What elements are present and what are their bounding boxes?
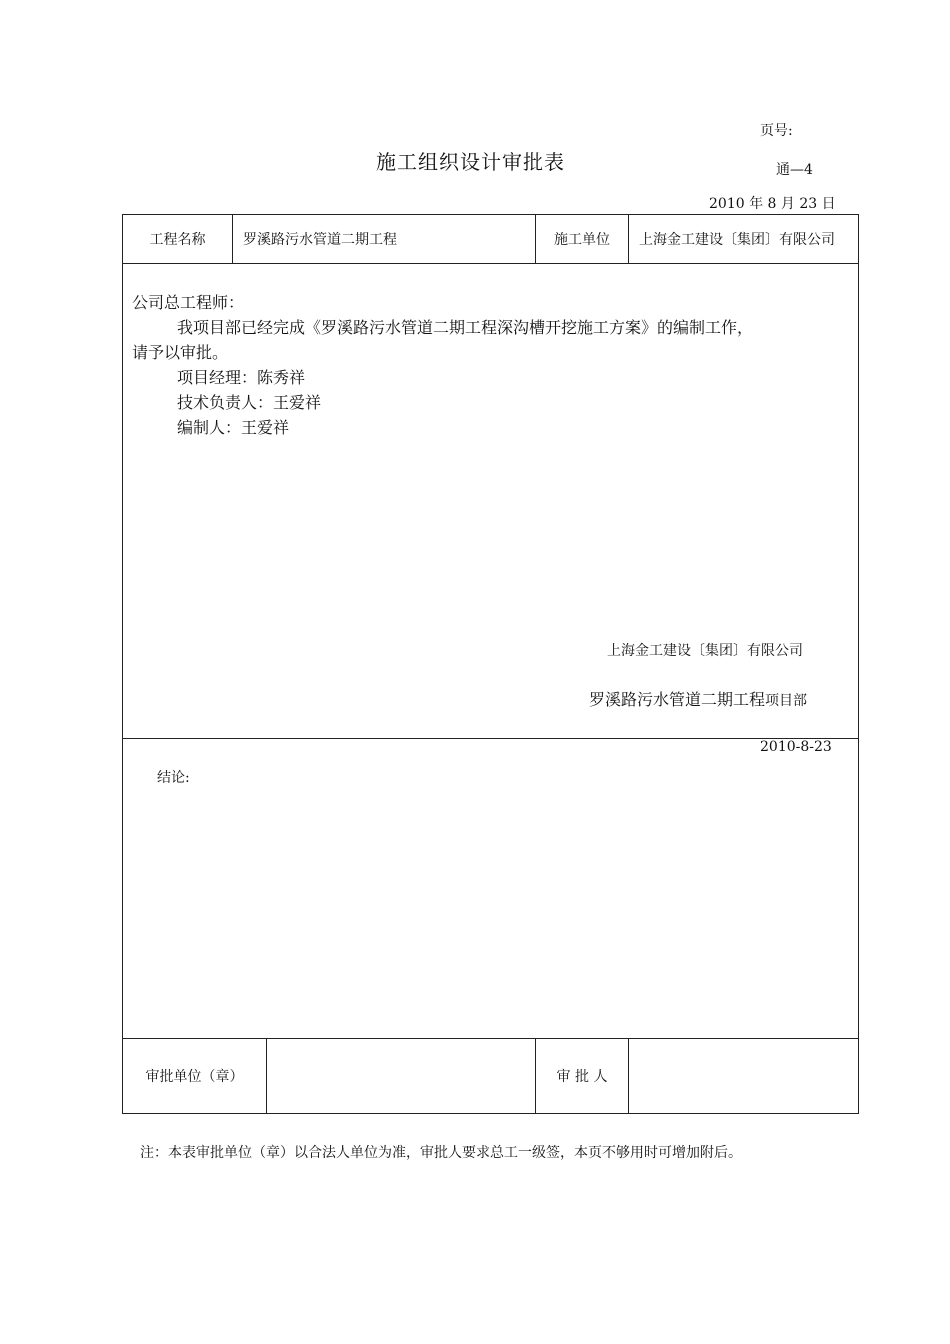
approval-unit-field[interactable]	[267, 1039, 536, 1114]
salutation: 公司总工程师：	[132, 293, 245, 312]
application-text	[132, 290, 849, 440]
page-number-label: 页号:	[760, 123, 793, 139]
approval-form-table	[122, 214, 859, 1114]
construction-unit-value: 上海金工建设〔集团〕有限公司	[629, 215, 859, 264]
approver-label: 审 批 人	[536, 1039, 629, 1114]
project-name-label: 工程名称	[123, 215, 233, 264]
project-info-row	[123, 215, 859, 264]
conclusion-label: 结论:	[157, 770, 190, 786]
technical-lead: 技术负责人：王爱祥	[177, 393, 322, 412]
author: 编制人：王爱祥	[177, 418, 290, 437]
project-manager: 项目经理：陈秀祥	[177, 368, 306, 387]
document-date: 2010 年 8 月 23 日	[709, 196, 836, 212]
signature-project	[589, 687, 807, 710]
signature-project-name: 罗溪路污水管道二期工程	[589, 690, 766, 709]
document-code: 通—4	[776, 162, 813, 178]
construction-unit-label: 施工单位	[536, 215, 629, 264]
approval-row	[123, 1039, 859, 1114]
approver-field[interactable]	[629, 1039, 859, 1114]
signature-date: 2010-8-23	[760, 739, 832, 755]
footnote: 注：本表审批单位（章）以合法人单位为准，审批人要求总工一级签，本页不够用时可增加附后。	[140, 1145, 742, 1161]
document-title: 施工组织设计审批表	[376, 150, 565, 174]
project-name-value: 罗溪路污水管道二期工程	[233, 215, 536, 264]
paragraph-line-2: 请予以审批。	[132, 343, 229, 362]
application-cell	[123, 264, 859, 755]
approval-unit-label: 审批单位（章）	[123, 1039, 267, 1114]
conclusion-cell	[123, 739, 859, 1039]
paragraph-line-1: 我项目部已经完成《罗溪路污水管道二期工程深沟槽开挖施工方案》的编制工作，	[177, 318, 754, 337]
signature-company: 上海金工建设〔集团〕有限公司	[607, 643, 803, 659]
signature-department: 项目部	[765, 693, 808, 709]
application-row	[123, 264, 859, 739]
conclusion-row	[123, 739, 859, 1039]
